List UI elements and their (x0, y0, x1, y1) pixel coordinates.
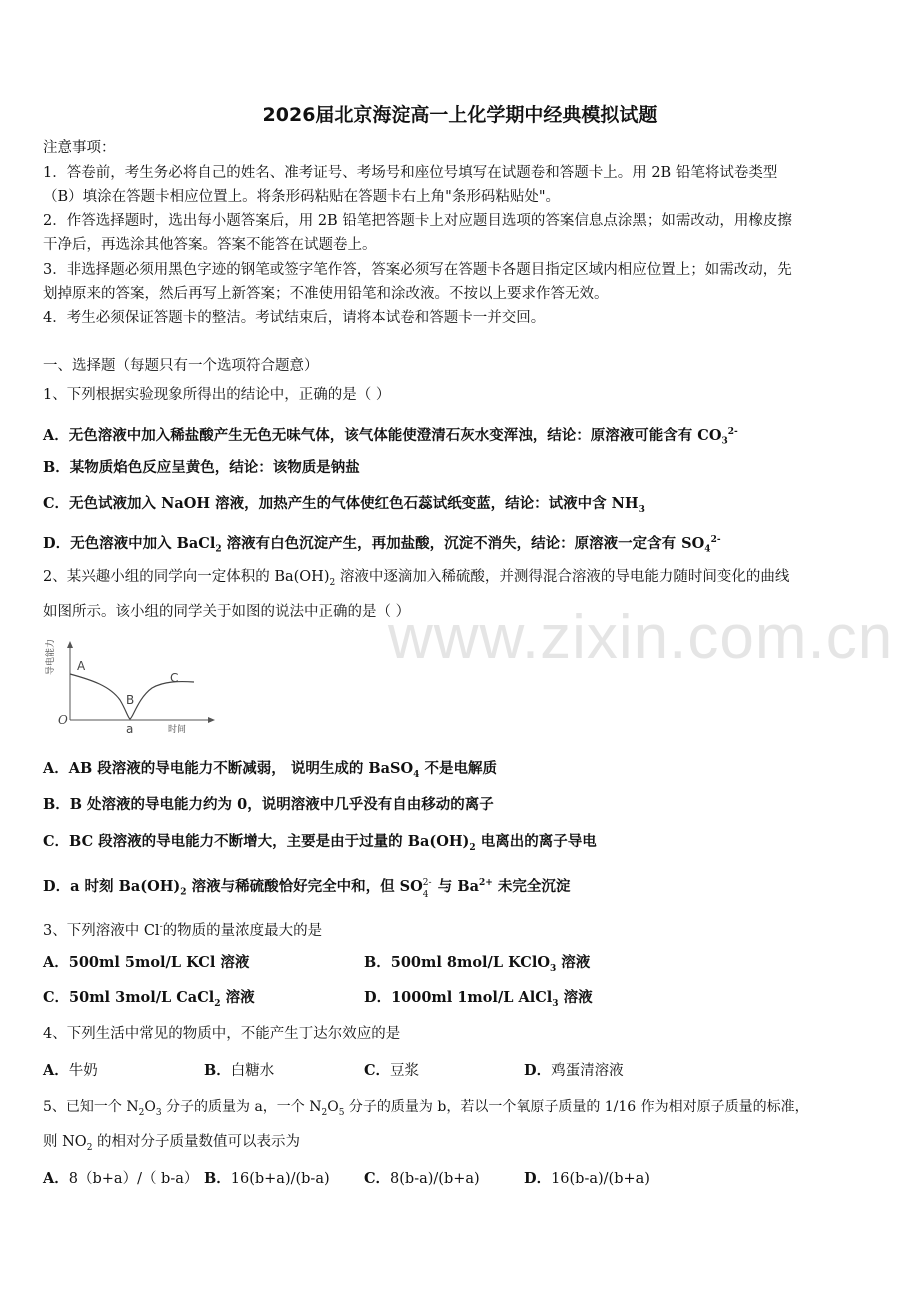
chart-y-label: 导电能力 (46, 638, 56, 675)
chart-x-label: 时间 (168, 725, 187, 735)
notice-heading: 注意事项： (43, 140, 116, 156)
chart-point-B: B (126, 693, 135, 707)
notice-line: 3．非选择题必须用黑色字迹的钢笔或签字笔作答，答案必须写在答题卡各题目指定区域内相应位置上；如需改动，先 (43, 262, 792, 278)
notice-line: 1．答卷前，考生务必将自己的姓名、准考证号、考场号和座位号填写在试题卷和答题卡上。用 2B 铅笔将试卷类型 (43, 165, 778, 181)
question-5-option-a: A．8（b+a）/（ b-a） (43, 1170, 199, 1187)
question-2-option-c: C．BC 段溶液的导电能力不断增大，主要是由于过量的 $Ba(OH)_2$ 电离出的离子导电 (43, 833, 597, 853)
question-2-option-b: B．B 处溶液的导电能力约为 0，说明溶液中几乎没有自由移动的离子 (43, 796, 494, 813)
question-5-stem: 5、已知一个 $N_2O_3$ 分子的质量为 a，一个 $N_2O_5$ 分子的质量为 b，若以一个氧原子质量的 1/16 作为相对原子质量的标准， (43, 1099, 809, 1118)
page-title: 2026届北京海淀高一上化学期中经典模拟试题 (262, 104, 658, 126)
watermark: www.zixin.com.cn (388, 603, 894, 672)
notice-line: 2．作答选择题时，选出每小题答案后，用 2B 铅笔把答题卡上对应题目选项的答案信息点涂黑；如需改动，用橡皮擦 (43, 213, 792, 229)
question-5-option-c: C．8(b-a)/(b+a) (364, 1170, 480, 1187)
question-2-stem-cont: 如图所示。该小组的同学关于如图的说法中正确的是（ ） (43, 604, 411, 620)
question-3-option-b: B．500ml 8mol/L KClO$_3$ 溶液 (364, 954, 591, 974)
question-4-option-d: D．鸡蛋清溶液 (524, 1062, 624, 1079)
question-1-option-a: A．无色溶液中加入稀盐酸产生无色无味气体，该气体能使澄清石灰水变浑浊，结论：原溶液可能含有 $CO_3^{2-}$ (43, 426, 738, 447)
chart-point-a: a (126, 722, 134, 736)
x-axis-arrow (208, 717, 215, 723)
y-axis-arrow (67, 641, 73, 648)
notice-line: 划掉原来的答案，然后再写上新答案；不准使用铅笔和涂改液。不按以上要求作答无效。 (43, 286, 609, 302)
question-1-option-d: D．无色溶液中加入 BaCl$_2$ 溶液有白色沉淀产生，再加盐酸，沉淀不消失，结论：原溶液一定含有 $SO_4^{2-}$ (43, 534, 721, 555)
question-1-stem: 1、下列根据实验现象所得出的结论中，正确的是（ ） (43, 387, 391, 403)
question-5-option-d: D．16(b-a)/(b+a) (524, 1170, 650, 1187)
question-3-stem: 3、下列溶液中 Cl-的物质的量浓度最大的是 (43, 922, 323, 939)
question-1-option-c: C．无色试液加入 NaOH 溶液，加热产生的气体使红色石蕊试纸变蓝，结论：试液中含 $NH_3$ (43, 495, 645, 515)
conductivity-chart (46, 638, 222, 745)
notice-line: （B）填涂在答题卡相应位置上。将条形码粘贴在答题卡右上角"条形码粘贴处"。 (43, 189, 560, 205)
question-3-option-d: D．1000ml 1mol/L AlCl$_3$ 溶液 (364, 989, 593, 1009)
question-4-option-c: C．豆浆 (364, 1062, 420, 1079)
chart-point-A: A (77, 659, 86, 673)
question-2-option-d: D．a 时刻 $Ba(OH)_2$ 溶液与稀硫酸恰好完全中和，但 SO 2- 4 与 $Ba^{2+}$ 未完全沉淀 (43, 877, 571, 900)
question-2-option-a: A．AB 段溶液的导电能力不断减弱， 说明生成的 BaSO$_4$ 不是电解质 (43, 760, 497, 780)
notice-line: 干净后，再选涂其他答案。答案不能答在试题卷上。 (43, 237, 377, 253)
chart-point-C: C (170, 671, 179, 685)
question-5-option-b: B．16(b+a)/(b-a) (204, 1170, 330, 1187)
question-2-stem: 2、某兴趣小组的同学向一定体积的 $Ba(OH)_2$ 溶液中逐滴加入稀硫酸，并测得混合溶液的导电能力随时间变化的曲线 (43, 569, 790, 588)
question-1-option-b: B．某物质焰色反应呈黄色，结论：该物质是钠盐 (43, 459, 360, 476)
question-5-stem-cont: 则 $NO_2$ 的相对分子质量数值可以表示为 (43, 1134, 301, 1153)
question-4-option-a: A．牛奶 (43, 1062, 98, 1079)
chart-origin: O (58, 713, 68, 727)
notice-line: 4．考生必须保证答题卡的整洁。考试结束后，请将本试卷和答题卡一并交回。 (43, 310, 546, 326)
question-3-option-a: A．500ml 5mol/L KCl 溶液 (43, 954, 250, 971)
question-4-option-b: B．白糖水 (204, 1062, 275, 1079)
section-heading: 一、选择题（每题只有一个选项符合题意） (43, 358, 319, 374)
question-3-option-c: C．50ml 3mol/L CaCl$_2$ 溶液 (43, 989, 255, 1009)
question-4-stem: 4、下列生活中常见的物质中，不能产生丁达尔效应的是 (43, 1026, 401, 1042)
